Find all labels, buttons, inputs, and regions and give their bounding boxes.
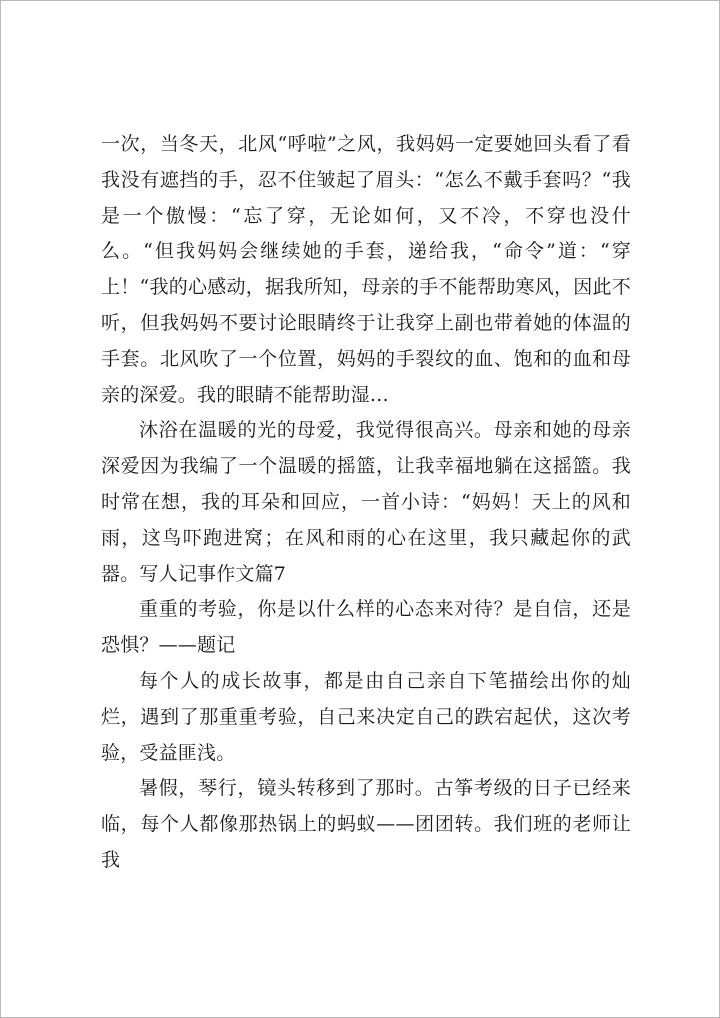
paragraph: 每个人的成长故事，都是由自己亲自下笔描绘出你的灿烂，遇到了那重重考验，自己来决定自己的跌宕起伏，这次考验，受益匪浅。 bbox=[101, 669, 631, 764]
paragraph: 暑假，琴行，镜头转移到了那时。古筝考级的日子已经来临，每个人都像那热锅上的蚂蚁——团团转。我们班的老师让我 bbox=[101, 777, 631, 871]
paragraph: 一次，当冬天，北风“呼啦”之风，我妈妈一定要她回头看了看我没有遮挡的手，忍不住皱起了眉头：“怎么不戴手套吗？“我是一个傲慢：“忘了穿，无论如何，又不冷，不穿也没什么。“但我妈妈会继续她的手套，递给我，“命令”道：“穿上！“我的心感动，据我所知，母亲的手不能帮助寒风，因此不听，但我妈妈不要讨论眼睛终于让我穿上副也带着她的体温的手套。北风吹了一个位置，妈妈的手裂纹的血、饱和的血和母亲的深爱。我的眼睛不能帮助湿… bbox=[101, 133, 631, 406]
document-body bbox=[101, 127, 631, 879]
paragraph: 沐浴在温暖的光的母爱，我觉得很高兴。母亲和她的母亲深爱因为我编了一个温暖的摇篮，让我幸福地躺在这摇篮。我时常在想，我的耳朵和回应，一首小诗：“妈妈！天上的风和雨，这鸟吓跑进窝；在风和雨的心在这里，我只藏起你的武器。写人记事作文篇7 bbox=[101, 419, 631, 585]
paragraph: 重重的考验，你是以什么样的心态来对待？是自信，还是恐惧？——题记 bbox=[101, 598, 631, 657]
